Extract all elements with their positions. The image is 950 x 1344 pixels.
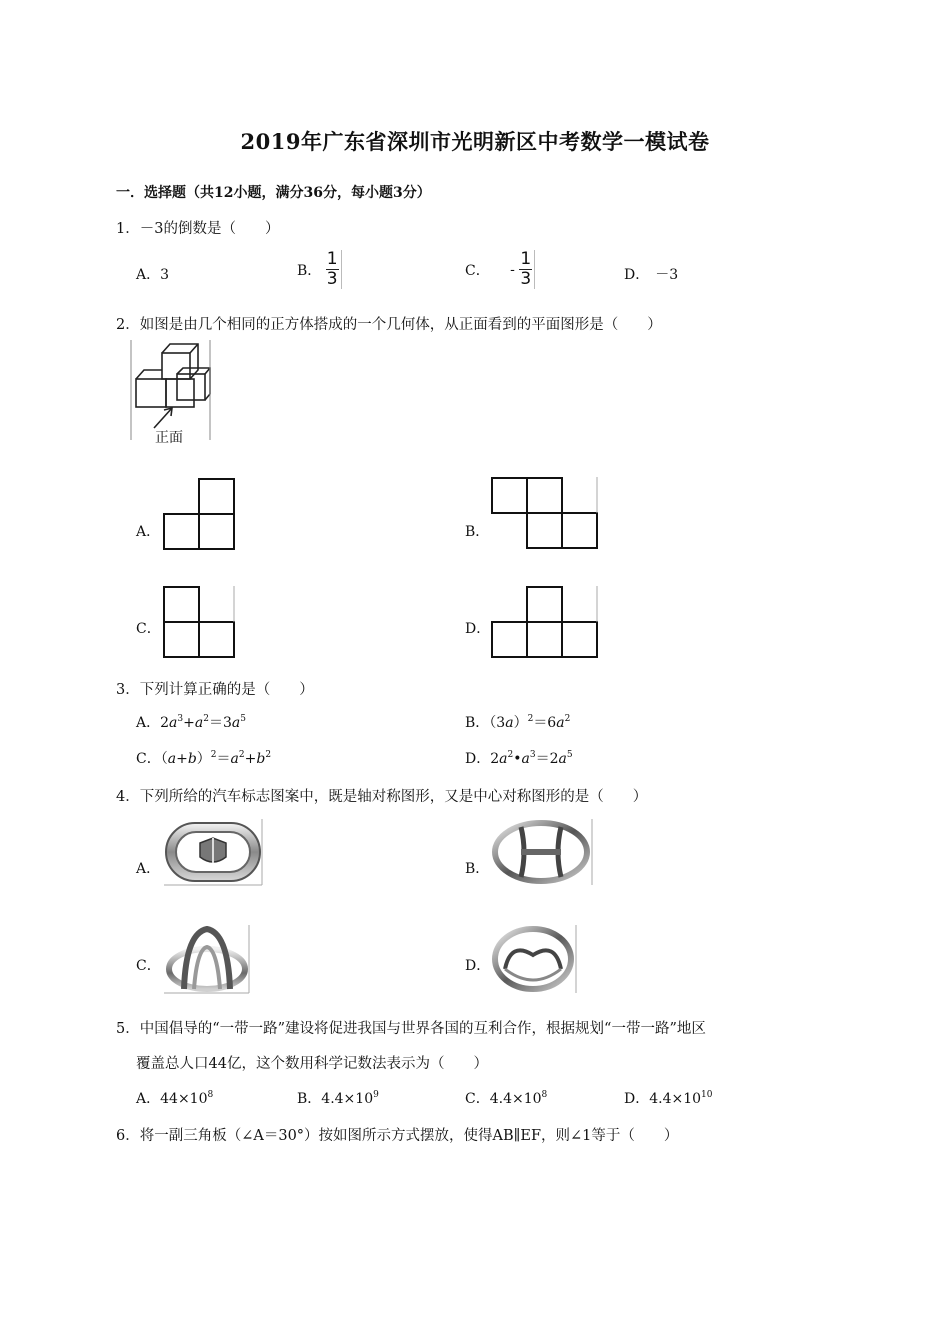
q1-option-b[interactable]: B． $\frac{1}{3}$ xyxy=(297,250,342,289)
q5-option-d[interactable]: D．$4.4\times 10^{10}$ xyxy=(624,1090,713,1107)
page-title: 2019年广东省深圳市光明新区中考数学一模试卷 xyxy=(240,129,710,154)
q5-option-b[interactable]: B．$4.4\times 10^9$ xyxy=(297,1090,379,1107)
front-label: 正面 xyxy=(155,430,183,446)
q2-figure-b xyxy=(491,477,599,551)
q4-logo-a xyxy=(164,819,264,887)
q5-option-a[interactable]: A．$44\times 10^8$ xyxy=(136,1090,214,1107)
q2-figure-c xyxy=(163,586,235,660)
q3-option-b[interactable]: B．$(3a)^2=6a^2$ xyxy=(465,714,571,731)
q1-option-a[interactable]: A．3 xyxy=(136,267,170,283)
question-6-stem: 6．将一副三角板（∠A＝30°）按如图所示方式摆放，使得AB∥EF，则∠1等于（ ） xyxy=(116,1128,679,1144)
question-5-stem-line1: 5．中国倡导的“一带一路”建设将促进我国与世界各国的互利合作，根据规划“一带一路”地区 xyxy=(116,1021,706,1037)
q2-figure-a xyxy=(163,479,235,551)
q5-option-c[interactable]: C．$4.4\times 10^8$ xyxy=(465,1090,548,1107)
fraction: $\frac{1}{3}$ xyxy=(519,250,535,289)
question-2-stem: 2．如图是由几个相同的正方体搭成的一个几何体，从正面看到的平面图形是（ ） xyxy=(116,317,662,333)
q3-option-c[interactable]: C．$(a+b)^2=a^2+b^2$ xyxy=(136,750,272,767)
question-3-stem: 3．下列计算正确的是（ ） xyxy=(116,682,314,698)
q2-option-d[interactable]: D． xyxy=(465,621,491,637)
q4-option-d[interactable]: D． xyxy=(465,958,491,974)
q4-logo-b xyxy=(491,819,595,887)
q2-option-a[interactable]: A． xyxy=(136,524,161,540)
q3-option-a[interactable]: A．$2a^3+a^2=3a^5$ xyxy=(136,714,246,731)
q2-option-c[interactable]: C． xyxy=(136,621,161,637)
q1-option-c[interactable]: C． - $\frac{1}{3}$ xyxy=(465,250,535,289)
q2-figure-d xyxy=(491,586,599,660)
q4-logo-d xyxy=(491,925,579,995)
q3-option-d[interactable]: D．$2a^2•a^3=2a^5$ xyxy=(465,750,573,767)
q4-option-c[interactable]: C． xyxy=(136,958,161,974)
q2-option-b[interactable]: B． xyxy=(465,524,490,540)
fraction: $\frac{1}{3}$ xyxy=(326,250,342,289)
question-1-stem: 1．－3的倒数是（ ） xyxy=(116,221,280,237)
q1-option-d[interactable]: D． －3 xyxy=(624,267,679,283)
q4-logo-c xyxy=(164,925,252,995)
section-heading: 一．选择题（共12小题，满分36分，每小题3分） xyxy=(116,185,431,201)
q4-option-b[interactable]: B． xyxy=(465,861,490,877)
q4-option-a[interactable]: A． xyxy=(136,861,161,877)
question-5-stem-line2: 覆盖总人口44亿，这个数用科学记数法表示为（ ） xyxy=(136,1056,488,1072)
question-4-stem: 4．下列所给的汽车标志图案中，既是轴对称图形，又是中心对称图形的是（ ） xyxy=(116,789,648,805)
